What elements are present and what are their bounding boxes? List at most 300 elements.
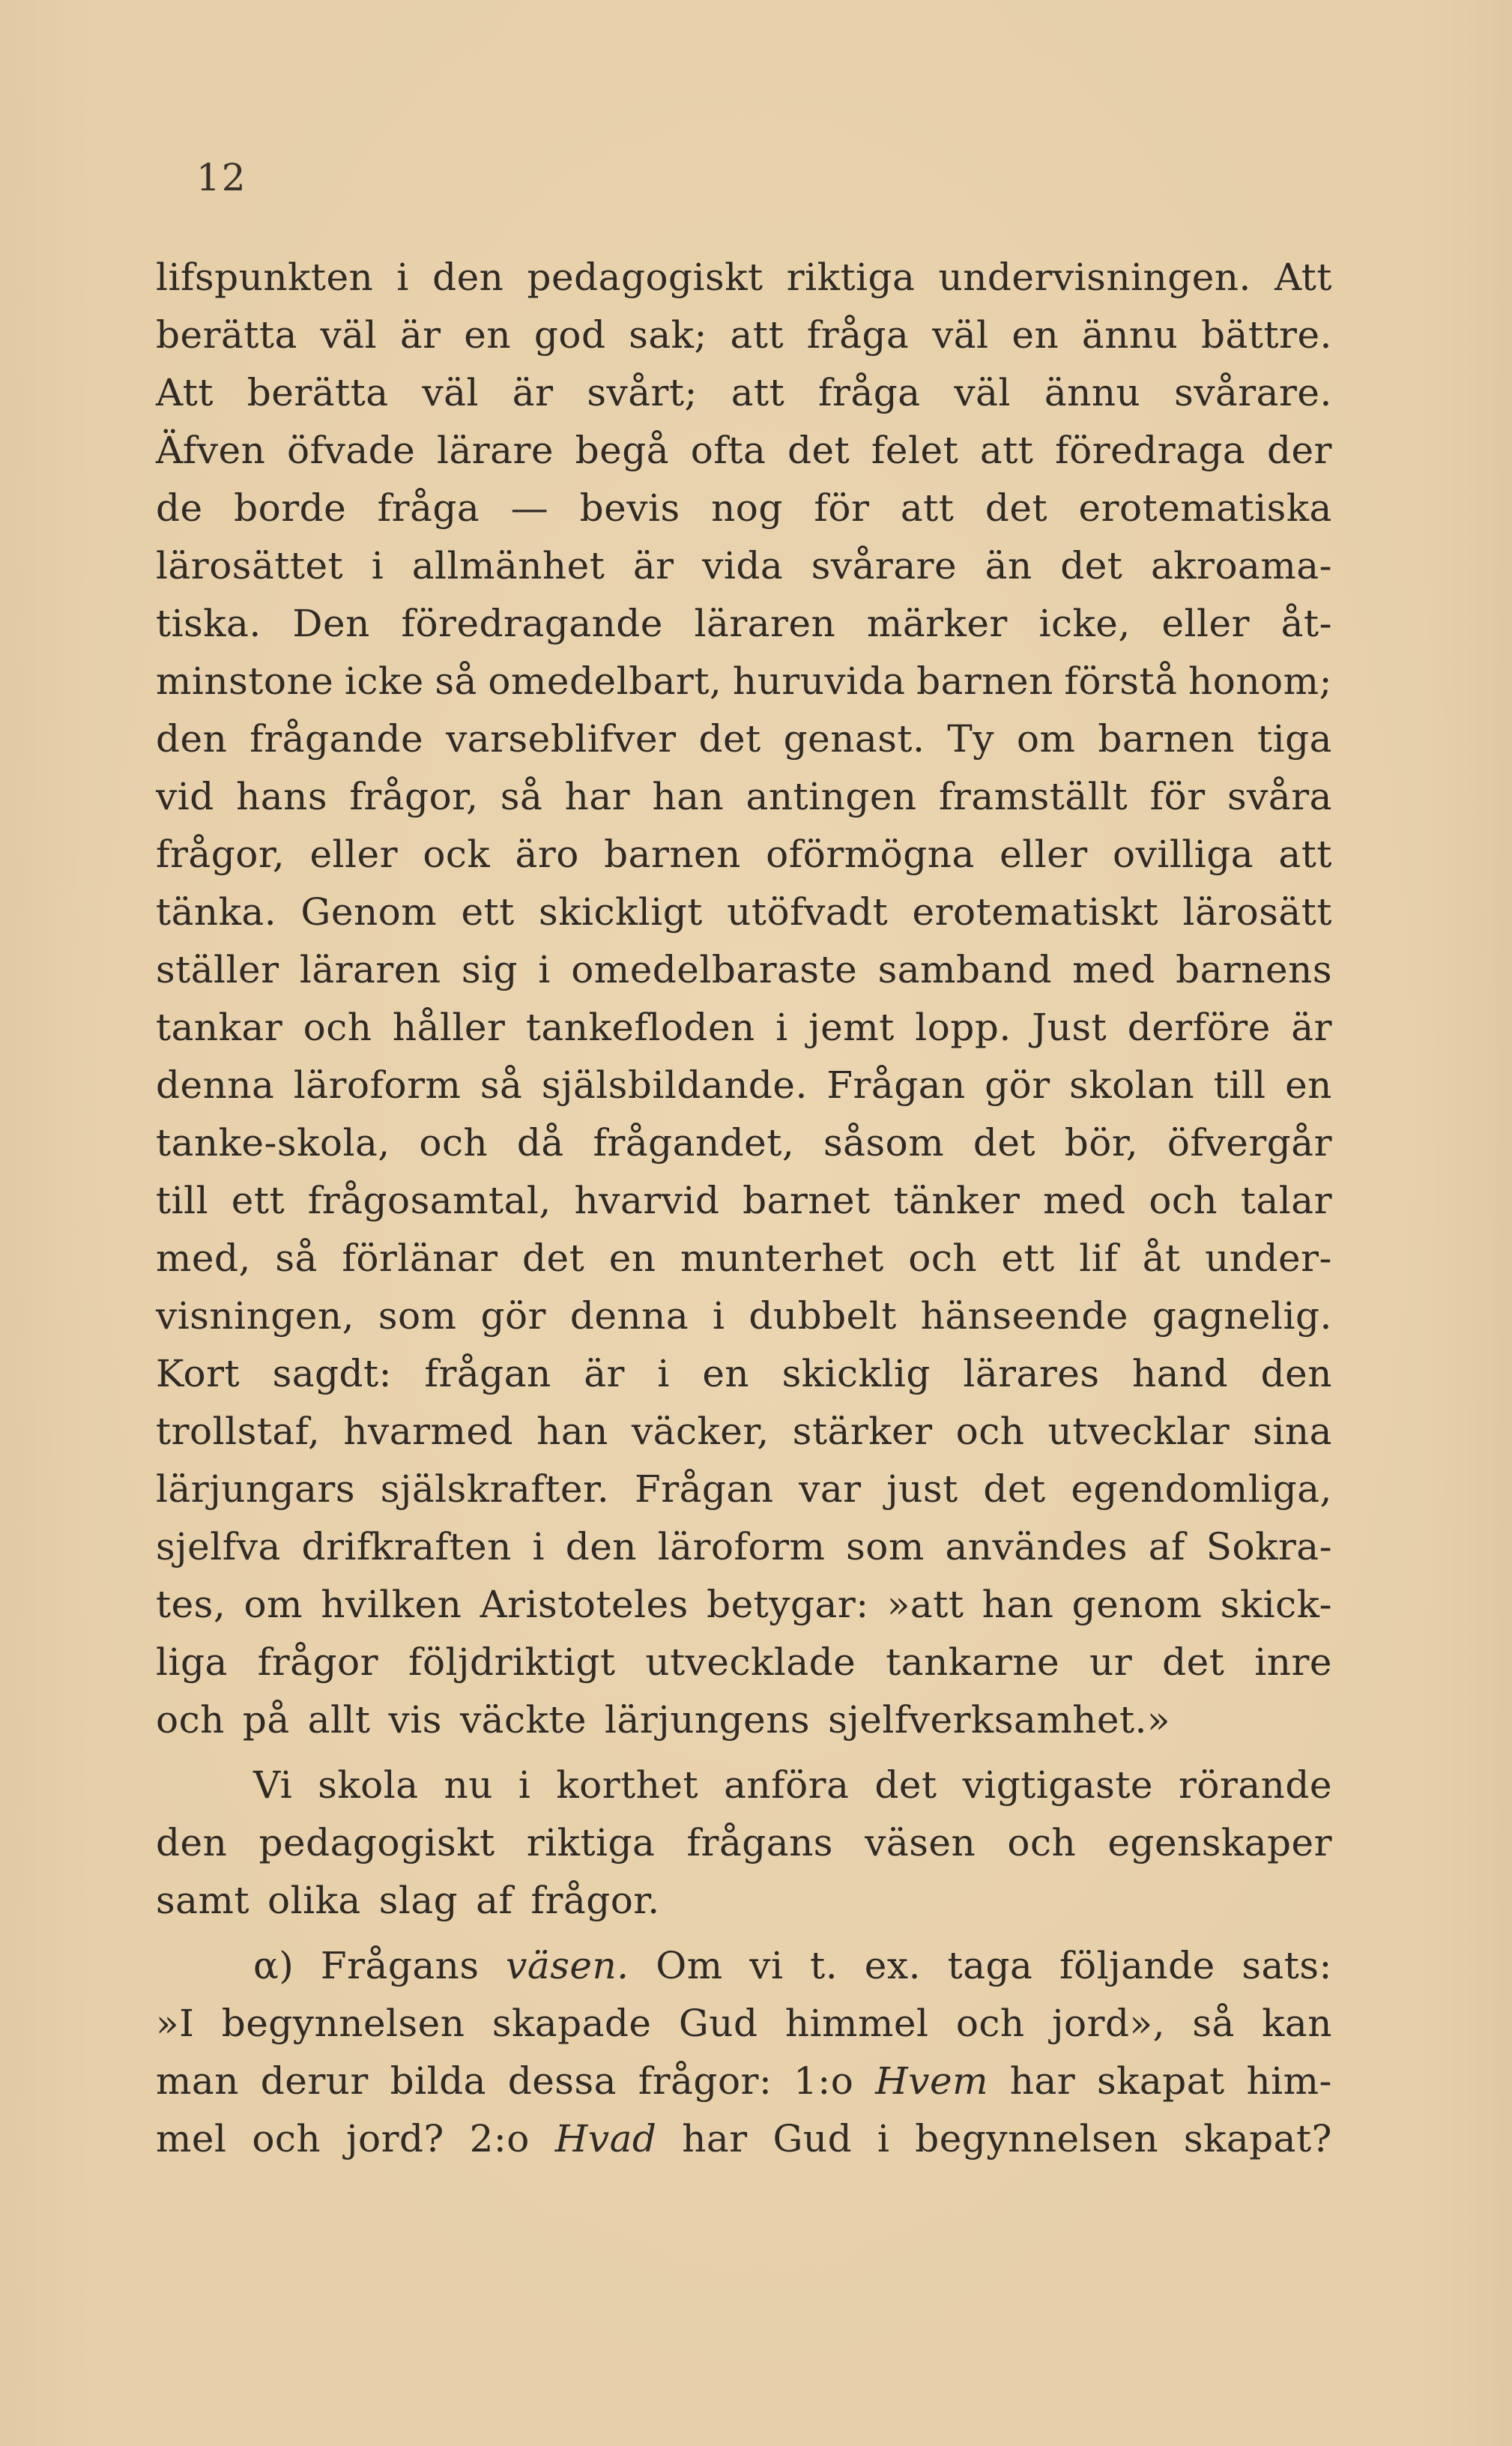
word: frågande bbox=[250, 717, 424, 761]
word: bör, bbox=[1064, 1121, 1139, 1165]
word: frågor bbox=[257, 1640, 378, 1684]
word: och bbox=[908, 1236, 978, 1280]
word: varseblifver bbox=[446, 717, 677, 761]
word: och bbox=[1149, 1179, 1218, 1222]
word: han bbox=[652, 775, 725, 818]
word: dubbelt bbox=[749, 1294, 897, 1338]
word: ofta bbox=[690, 429, 766, 472]
word: Om bbox=[656, 1944, 723, 1987]
word: denna bbox=[156, 1063, 275, 1107]
word: skapat? bbox=[1183, 2117, 1332, 2160]
word: lärares bbox=[963, 1352, 1100, 1395]
word: derur bbox=[260, 2059, 369, 2103]
word: skolan bbox=[1069, 1063, 1195, 1107]
text-line bbox=[156, 1461, 1332, 1518]
word: i bbox=[371, 544, 384, 588]
word: öfvade bbox=[286, 429, 416, 472]
word: 1:o bbox=[793, 2059, 854, 2103]
word: egendomliga, bbox=[1071, 1467, 1332, 1511]
body-text bbox=[156, 249, 1332, 2168]
word: slag bbox=[378, 1879, 459, 1922]
word: och bbox=[156, 1698, 225, 1742]
word: olika bbox=[267, 1879, 361, 1922]
word: Kort bbox=[156, 1352, 241, 1395]
word: läroform bbox=[657, 1525, 826, 1568]
word: Just bbox=[1032, 1006, 1107, 1049]
text-line bbox=[156, 1287, 1332, 1345]
word: Hvad bbox=[554, 2117, 657, 2160]
word: »I bbox=[156, 2002, 195, 2045]
word: svårare bbox=[811, 544, 958, 588]
word: väsen bbox=[865, 1821, 976, 1864]
word: i bbox=[775, 1006, 788, 1049]
word: vid bbox=[156, 775, 214, 818]
word: tiska. bbox=[156, 602, 261, 645]
word: berätta bbox=[247, 371, 389, 414]
word: ännu bbox=[1081, 313, 1179, 357]
word: sjelfverksamhet.» bbox=[828, 1698, 1171, 1742]
word: som bbox=[846, 1525, 925, 1568]
word: ett bbox=[461, 890, 515, 934]
word: Aristoteles bbox=[480, 1583, 689, 1626]
word: skola bbox=[318, 1763, 419, 1807]
word: lärjungens bbox=[604, 1698, 811, 1742]
word: till bbox=[156, 1179, 209, 1222]
word: är bbox=[399, 313, 441, 357]
word: honom; bbox=[1188, 659, 1332, 703]
text-line bbox=[156, 537, 1332, 595]
word: egenskaper bbox=[1107, 1821, 1332, 1864]
word: skicklig bbox=[781, 1352, 931, 1395]
word: Ty bbox=[947, 717, 994, 761]
paragraph-gap bbox=[156, 1930, 1332, 1937]
word: under- bbox=[1205, 1236, 1332, 1280]
word: bilda bbox=[390, 2059, 486, 2103]
word: sats: bbox=[1242, 1944, 1332, 1987]
word: ställer bbox=[156, 948, 279, 991]
word: begynnelsen bbox=[221, 2002, 465, 2045]
word: skapat bbox=[1096, 2059, 1225, 2103]
word: lärare bbox=[436, 429, 554, 472]
word: i bbox=[538, 948, 551, 991]
word: dessa bbox=[507, 2059, 617, 2103]
word: sig bbox=[461, 948, 518, 991]
text-line bbox=[156, 1518, 1332, 1576]
word: om bbox=[1016, 717, 1076, 761]
text-line bbox=[156, 1995, 1332, 2053]
text-line bbox=[156, 710, 1332, 768]
word: och bbox=[1007, 1821, 1077, 1864]
word: han bbox=[982, 1583, 1054, 1626]
word: hans bbox=[236, 775, 327, 818]
word: ännu bbox=[1044, 371, 1141, 414]
word: då bbox=[516, 1121, 564, 1165]
text-line bbox=[156, 249, 1332, 306]
word: hand bbox=[1131, 1352, 1229, 1395]
word: läraren bbox=[299, 948, 441, 991]
word: tanke-skola, bbox=[156, 1121, 390, 1165]
word: trollstaf, bbox=[156, 1410, 321, 1453]
word: i bbox=[532, 1525, 545, 1568]
word: att bbox=[979, 429, 1034, 472]
word: med, bbox=[156, 1236, 251, 1280]
word: föredragande bbox=[401, 602, 663, 645]
word: att bbox=[900, 486, 955, 530]
word: det bbox=[874, 1763, 937, 1807]
word: erotematiska bbox=[1078, 486, 1332, 530]
word: och bbox=[955, 2002, 1025, 2045]
word: sagdt: bbox=[272, 1352, 392, 1395]
word: af bbox=[1148, 1525, 1186, 1568]
word: för bbox=[1149, 775, 1206, 818]
word: hvarvid bbox=[574, 1179, 720, 1222]
word: förlänar bbox=[342, 1236, 498, 1280]
word: den bbox=[156, 1821, 228, 1864]
text-line bbox=[156, 1757, 1332, 1814]
word: det bbox=[983, 1467, 1046, 1511]
paragraph-gap bbox=[156, 1749, 1332, 1757]
word: barnen bbox=[604, 833, 741, 876]
word: det bbox=[1162, 1640, 1225, 1684]
word: följdriktigt bbox=[408, 1640, 616, 1684]
word: föredraga bbox=[1055, 429, 1246, 472]
word: väl bbox=[320, 313, 378, 357]
word: samt bbox=[156, 1879, 250, 1922]
word: utöfvadt bbox=[727, 890, 889, 934]
text-line bbox=[156, 1691, 1332, 1749]
word: kan bbox=[1262, 2002, 1332, 2045]
text-line bbox=[156, 306, 1332, 364]
word: fråga bbox=[377, 486, 480, 530]
word: hvilken bbox=[321, 1583, 462, 1626]
word: visningen, bbox=[156, 1294, 354, 1338]
text-line bbox=[156, 364, 1332, 422]
word: en bbox=[608, 1236, 656, 1280]
word: tänka. bbox=[156, 890, 277, 934]
word: väcker, bbox=[631, 1410, 769, 1453]
word: jord», bbox=[1051, 2002, 1165, 2045]
word: och bbox=[252, 2117, 321, 2160]
word: i bbox=[657, 1352, 670, 1395]
word: svårt; bbox=[587, 371, 698, 414]
word: än bbox=[985, 544, 1032, 588]
word: i bbox=[877, 2117, 890, 2160]
word: derföre bbox=[1127, 1006, 1271, 1049]
word: var bbox=[799, 1467, 862, 1511]
text-line bbox=[156, 480, 1332, 537]
word: vi bbox=[749, 1944, 784, 1987]
word: med bbox=[1072, 948, 1155, 991]
word: tankarne bbox=[886, 1640, 1060, 1684]
word: utvecklar bbox=[1047, 1410, 1230, 1453]
word: undervisningen. bbox=[938, 256, 1251, 299]
word: icke bbox=[344, 659, 424, 703]
word: Äfven bbox=[156, 429, 266, 472]
word: ett bbox=[231, 1179, 285, 1222]
word: tankefloden bbox=[525, 1006, 755, 1049]
word: himmel bbox=[784, 2002, 929, 2045]
word: felet bbox=[871, 429, 959, 472]
word: såsom bbox=[823, 1121, 945, 1165]
word: frågor: bbox=[638, 2059, 772, 2103]
word: borde bbox=[234, 486, 347, 530]
word: antingen bbox=[746, 775, 917, 818]
word: Den bbox=[292, 602, 370, 645]
word: eller bbox=[1000, 833, 1088, 876]
word: vis bbox=[388, 1698, 442, 1742]
word: svårare. bbox=[1174, 371, 1332, 414]
word: har bbox=[564, 775, 631, 818]
word: gagnelig. bbox=[1152, 1294, 1332, 1338]
word: är bbox=[632, 544, 674, 588]
text-line bbox=[156, 826, 1332, 884]
word: Frågan bbox=[826, 1063, 966, 1107]
text-line bbox=[156, 1172, 1332, 1230]
word: är bbox=[584, 1352, 625, 1395]
word: denna bbox=[569, 1294, 689, 1338]
word: svåra bbox=[1227, 775, 1332, 818]
text-line bbox=[156, 768, 1332, 826]
word: utvecklade bbox=[645, 1640, 856, 1684]
word: lifspunkten bbox=[156, 256, 374, 299]
word: att bbox=[731, 371, 785, 414]
word: läroform bbox=[293, 1063, 462, 1107]
word: det bbox=[787, 429, 850, 472]
word: barnen bbox=[916, 659, 1053, 703]
word: väsen. bbox=[506, 1944, 629, 1987]
word: väckte bbox=[459, 1698, 587, 1742]
word: ock bbox=[423, 833, 491, 876]
word: af bbox=[476, 1879, 513, 1922]
word: det bbox=[1060, 544, 1123, 588]
text-line bbox=[156, 1057, 1332, 1114]
word: anföra bbox=[724, 1763, 850, 1807]
word: pedagogiskt bbox=[527, 256, 763, 299]
word: väl bbox=[932, 313, 989, 357]
word: rörande bbox=[1178, 1763, 1332, 1807]
word: akroama- bbox=[1150, 544, 1332, 588]
word: frågosamtal, bbox=[307, 1179, 551, 1222]
text-line bbox=[156, 595, 1332, 653]
word: som bbox=[378, 1294, 457, 1338]
word: ovilliga bbox=[1112, 833, 1254, 876]
word: Frågan bbox=[635, 1467, 774, 1511]
word: korthet bbox=[556, 1763, 699, 1807]
text-line bbox=[156, 1114, 1332, 1172]
word: frågor, bbox=[349, 775, 479, 818]
word: att bbox=[730, 313, 784, 357]
word: skickligt bbox=[539, 890, 703, 934]
text-line bbox=[156, 999, 1332, 1057]
word: nu bbox=[444, 1763, 493, 1807]
word: allt bbox=[307, 1698, 371, 1742]
word: det bbox=[985, 486, 1048, 530]
word: han bbox=[536, 1410, 608, 1453]
word: barnens bbox=[1176, 948, 1332, 991]
text-line bbox=[156, 1345, 1332, 1403]
text-line bbox=[156, 941, 1332, 999]
word: hänseende bbox=[920, 1294, 1129, 1338]
word: följande bbox=[1059, 1944, 1215, 1987]
word: — bbox=[510, 486, 549, 530]
word: begynnelsen bbox=[915, 2117, 1159, 2160]
word: eller bbox=[309, 833, 399, 876]
word: den bbox=[1260, 1352, 1332, 1395]
word: gör bbox=[985, 1063, 1050, 1107]
text-line bbox=[156, 1814, 1332, 1872]
text-line bbox=[156, 422, 1332, 480]
word: berätta bbox=[156, 313, 297, 357]
word: inre bbox=[1254, 1640, 1332, 1684]
word: talar bbox=[1240, 1179, 1332, 1222]
word: minstone bbox=[156, 659, 334, 703]
word: den bbox=[432, 256, 504, 299]
word: lärosättet bbox=[156, 544, 344, 588]
word: Frågans bbox=[320, 1944, 480, 1987]
word: en bbox=[464, 313, 512, 357]
word: begå bbox=[575, 429, 670, 472]
word: sina bbox=[1253, 1410, 1332, 1453]
word: håller bbox=[392, 1006, 506, 1049]
word: stärker bbox=[792, 1410, 933, 1453]
word: i bbox=[396, 256, 409, 299]
word: huruvida bbox=[732, 659, 906, 703]
word: icke, bbox=[1038, 602, 1131, 645]
word: frågans bbox=[686, 1821, 833, 1864]
word: Genom bbox=[300, 890, 438, 934]
word: riktiga bbox=[786, 256, 916, 299]
word: Att bbox=[1274, 256, 1332, 299]
word: liga bbox=[156, 1640, 228, 1684]
word: och bbox=[955, 1410, 1025, 1453]
word: användes bbox=[945, 1525, 1128, 1568]
word: att bbox=[1278, 833, 1332, 876]
word: bättre. bbox=[1201, 313, 1332, 357]
word: läraren bbox=[694, 602, 836, 645]
word: så bbox=[435, 659, 477, 703]
word: t. bbox=[810, 1944, 838, 1987]
word: Hvem bbox=[875, 2059, 988, 2103]
word: betygar: bbox=[707, 1583, 869, 1626]
word: väl bbox=[422, 371, 479, 414]
word: äro bbox=[515, 833, 579, 876]
word: ur bbox=[1089, 1640, 1133, 1684]
word: skapade bbox=[492, 2002, 652, 2045]
word: själskrafter. bbox=[380, 1467, 610, 1511]
word: ex. bbox=[864, 1944, 921, 1987]
text-line bbox=[156, 884, 1332, 941]
word: så bbox=[1192, 2002, 1235, 2045]
word: barnen bbox=[1098, 717, 1236, 761]
text-line bbox=[156, 1403, 1332, 1461]
word: him- bbox=[1246, 2059, 1332, 2103]
word: förstå bbox=[1064, 659, 1178, 703]
word: en bbox=[702, 1352, 750, 1395]
word: öfvergår bbox=[1167, 1121, 1332, 1165]
word: just bbox=[886, 1467, 958, 1511]
word: genom bbox=[1071, 1583, 1203, 1626]
word: på bbox=[242, 1698, 290, 1742]
word: tes, bbox=[156, 1583, 226, 1626]
word: bevis bbox=[579, 486, 680, 530]
word: Att bbox=[156, 371, 214, 414]
word: lopp. bbox=[915, 1006, 1011, 1049]
word: erotematiskt bbox=[912, 890, 1159, 934]
word: riktiga bbox=[526, 1821, 656, 1864]
word: lif bbox=[1079, 1236, 1119, 1280]
word: har bbox=[682, 2117, 748, 2160]
page-number: 12 bbox=[196, 156, 247, 199]
word: om bbox=[244, 1583, 303, 1626]
word: de bbox=[156, 486, 203, 530]
word: mel bbox=[156, 2117, 227, 2160]
text-line bbox=[156, 2053, 1332, 2110]
word: man bbox=[156, 2059, 239, 2103]
word: Vi bbox=[253, 1763, 293, 1807]
word: framställt bbox=[939, 775, 1128, 818]
word: munterhet bbox=[680, 1236, 884, 1280]
text-line bbox=[156, 1576, 1332, 1634]
word: Gud bbox=[678, 2002, 758, 2045]
word: själsbildande. bbox=[541, 1063, 808, 1107]
word: märker bbox=[866, 602, 1008, 645]
word: sjelfva bbox=[156, 1525, 281, 1568]
word: »att bbox=[886, 1583, 964, 1626]
word: till bbox=[1213, 1063, 1266, 1107]
word: taga bbox=[947, 1944, 1033, 1987]
word: tiga bbox=[1257, 717, 1332, 761]
word: lärjungars bbox=[156, 1467, 355, 1511]
text-line bbox=[156, 1634, 1332, 1691]
text-line bbox=[156, 1937, 1332, 1995]
word: jord? bbox=[345, 2117, 444, 2160]
word: i bbox=[713, 1294, 725, 1338]
word: vigtigaste bbox=[962, 1763, 1154, 1807]
word: det bbox=[698, 717, 761, 761]
word: lärosätt bbox=[1182, 890, 1332, 934]
word: väl bbox=[954, 371, 1011, 414]
word: fråga bbox=[818, 371, 921, 414]
word: det bbox=[522, 1236, 585, 1280]
word: oförmögna bbox=[766, 833, 975, 876]
word: hvarmed bbox=[343, 1410, 514, 1453]
word: med bbox=[1043, 1179, 1126, 1222]
word: allmänhet bbox=[411, 544, 605, 588]
word: frågor, bbox=[156, 833, 285, 876]
word: och bbox=[419, 1121, 489, 1165]
word: tankar bbox=[156, 1006, 283, 1049]
word: nog bbox=[711, 486, 783, 530]
word: frågan bbox=[424, 1352, 551, 1395]
text-line bbox=[156, 653, 1332, 710]
word: barnet bbox=[743, 1179, 871, 1222]
word: omedelbaraste bbox=[571, 948, 858, 991]
word: en bbox=[1011, 313, 1059, 357]
word: så bbox=[500, 775, 543, 818]
word: det bbox=[973, 1121, 1036, 1165]
word: eller bbox=[1161, 602, 1251, 645]
word: frågandet, bbox=[593, 1121, 795, 1165]
word: och bbox=[303, 1006, 372, 1049]
word: god bbox=[533, 313, 606, 357]
word: omedelbart, bbox=[488, 659, 722, 703]
text-line bbox=[156, 1872, 1332, 1930]
word: åt- bbox=[1280, 602, 1332, 645]
word: den bbox=[156, 717, 228, 761]
word: genast. bbox=[783, 717, 925, 761]
word: vida bbox=[702, 544, 784, 588]
word: har bbox=[1009, 2059, 1076, 2103]
